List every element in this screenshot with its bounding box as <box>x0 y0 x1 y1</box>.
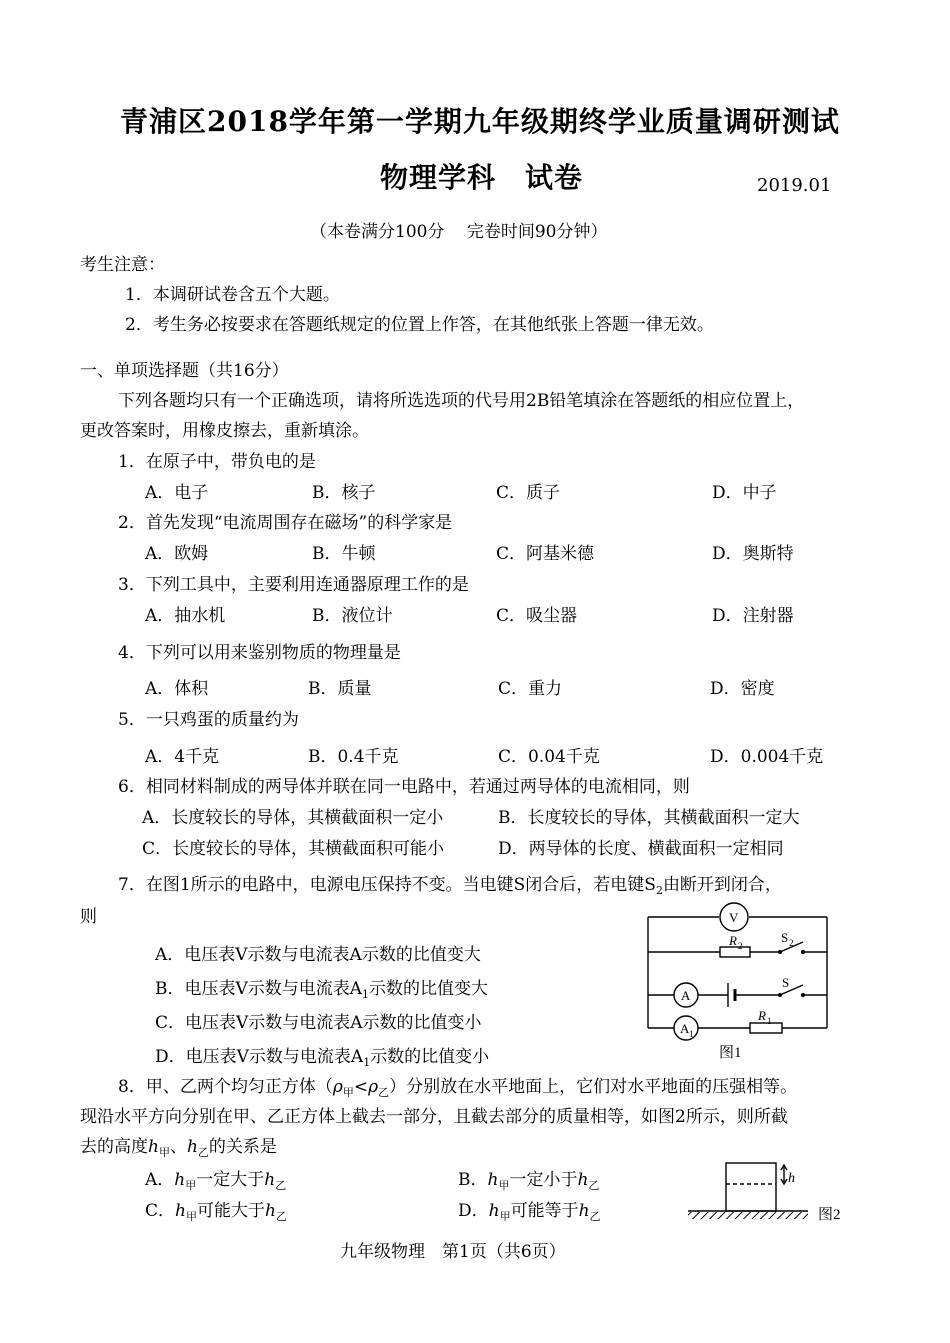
figure-2-caption: 图2 <box>818 1207 841 1223</box>
q3-option-b: B．液位计 <box>312 606 393 626</box>
notice-item-1: 1．本调研试卷含五个大题。 <box>125 285 340 305</box>
q6-option-d: D．两导体的长度、横截面积一定相同 <box>498 839 784 859</box>
s-label: S <box>782 975 790 990</box>
figure-1-caption: 图1 <box>719 1045 742 1060</box>
q7-option-a: A．电压表V示数与电流表A示数的比值变大 <box>155 945 481 965</box>
q8-option-a: A．$h_甲$一定大于$h_乙$ <box>145 1170 287 1192</box>
q1-option-c: C．质子 <box>496 483 561 503</box>
question-6-stem: 6．相同材料制成的两导体并联在同一电路中，若通过两导体的电流相同，则 <box>118 777 690 797</box>
question-8-line2: 现沿水平方向分别在甲、乙正方体上截去一部分，且截去部分的质量相等，如图2所示，则所截 <box>80 1107 788 1127</box>
figure-1-circuit <box>640 895 840 1060</box>
exam-date: 2019.01 <box>757 175 832 196</box>
h-label: h <box>788 1171 795 1186</box>
section-intro-line1: 下列各题均只有一个正确选项，请将所选选项的代号用2B铅笔填涂在答题纸的相应位置上， <box>118 391 805 411</box>
q8-option-b: B．$h_甲$一定小于$h_乙$ <box>458 1170 600 1192</box>
figure-2-cubes <box>688 1155 863 1225</box>
s2-sub: 2 <box>789 938 794 948</box>
q5-option-c: C．0.04千克 <box>498 747 600 767</box>
voltmeter-label: V <box>729 910 739 925</box>
r2-sub: 2 <box>738 941 743 951</box>
q7-option-c: C．电压表V示数与电流表A示数的比值变小 <box>155 1013 482 1033</box>
page-subtitle: 物理学科 试卷 <box>380 161 584 194</box>
question-7-stem: 7．在图1所示的电路中，电源电压保持不变。当电键S闭合后，若电键$S_2$由断开到闭合， <box>118 875 782 897</box>
page-footer: 九年级物理 第1页（共6页） <box>340 1242 566 1262</box>
question-7-stem-line2: 则 <box>80 907 97 927</box>
r1-sub: 1 <box>767 1016 772 1026</box>
q1-option-a: A．电子 <box>145 483 209 503</box>
question-5-stem: 5．一只鸡蛋的质量约为 <box>118 710 299 730</box>
q5-option-a: A．4千克 <box>145 747 220 767</box>
notice-item-2: 2．考生务必按要求在答题纸规定的位置上作答，在其他纸张上答题一律无效。 <box>125 315 714 335</box>
q8-option-c: C．$h_甲$可能大于$h_乙$ <box>145 1201 287 1223</box>
q7-option-d: D．电压表V示数与电流表$A_1$示数的比值变小 <box>155 1047 490 1069</box>
ammeter-a-label: A <box>681 988 691 1003</box>
q2-option-d: D．奥斯特 <box>712 544 794 564</box>
question-1-stem: 1．在原子中，带负电的是 <box>118 452 316 472</box>
ammeter-a1-sub: 1 <box>689 1029 694 1039</box>
ammeter-a1-label: A <box>680 1021 690 1036</box>
q2-option-c: C．阿基米德 <box>496 544 595 564</box>
q3-option-c: C．吸尘器 <box>496 606 578 626</box>
section-intro-line2: 更改答案时，用橡皮擦去，重新填涂。 <box>80 421 369 441</box>
q2-option-a: A．欧姆 <box>145 544 209 564</box>
q1-option-d: D．中子 <box>712 483 777 503</box>
q4-option-a: A．体积 <box>145 679 209 699</box>
question-8-stem: 8．甲、乙两个均匀正方体$(\rho_甲<\rho_乙)$分别放在水平地面上，它们对水平地面的压强相等。 <box>118 1077 798 1099</box>
q5-option-d: D．0.004千克 <box>710 747 824 767</box>
q4-option-b: B．质量 <box>308 679 372 699</box>
question-3-stem: 3．下列工具中，主要利用连通器原理工作的是 <box>118 575 469 595</box>
q7-option-b: B．电压表V示数与电流表$A_1$示数的比值变大 <box>155 979 489 1001</box>
q6-option-c: C．长度较长的导体，其横截面积可能小 <box>142 839 445 859</box>
q8-option-d: D．$h_甲$可能等于$h_乙$ <box>458 1201 601 1223</box>
r2-label: R <box>729 933 737 948</box>
q4-option-c: C．重力 <box>498 679 563 699</box>
exam-info: （本卷满分100分 完卷时间90分钟） <box>310 222 608 242</box>
section-heading: 一、单项选择题（共16分） <box>80 361 289 381</box>
question-8-line3: 去的高度$h_甲$、$h_乙$的关系是 <box>80 1137 277 1159</box>
q2-option-b: B．牛顿 <box>312 544 376 564</box>
q3-option-d: D．注射器 <box>712 606 794 626</box>
r1-label: R <box>758 1008 766 1023</box>
s2-label: S <box>781 930 789 945</box>
q3-option-a: A．抽水机 <box>145 606 226 626</box>
q5-option-b: B．0.4千克 <box>308 747 399 767</box>
q6-option-a: A．长度较长的导体，其横截面积一定小 <box>142 808 444 828</box>
q6-option-b: B．长度较长的导体，其横截面积一定大 <box>498 808 800 828</box>
notice-heading: 考生注意： <box>80 255 165 275</box>
question-4-stem: 4．下列可以用来鉴别物质的物理量是 <box>118 643 401 663</box>
question-2-stem: 2．首先发现“电流周围存在磁场”的科学家是 <box>118 513 453 533</box>
page-title: 青浦区2018学年第一学期九年级期终学业质量调研测试 <box>120 105 840 138</box>
q4-option-d: D．密度 <box>710 679 775 699</box>
q1-option-b: B．核子 <box>312 483 376 503</box>
